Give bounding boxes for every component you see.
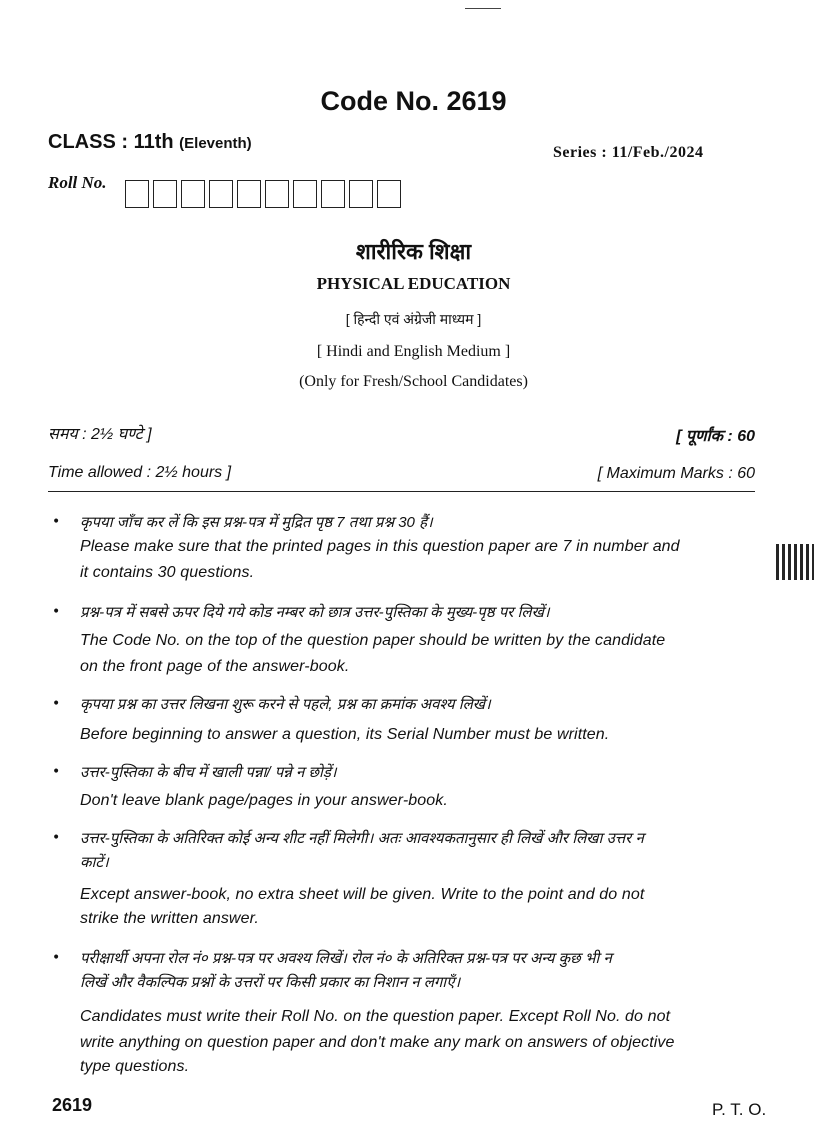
divider <box>48 491 755 492</box>
instruction-hindi: उत्तर-पुस्तिका के अतिरिक्त कोई अन्य शीट नहीं मिलेगी। अतः आवश्यकतानुसार ही लिखें और लिखा उत्तर न <box>80 830 644 847</box>
instruction-english: on the front page of the answer-book. <box>80 658 350 675</box>
instruction-hindi: लिखें और वैकल्पिक प्रश्नों के उत्तरों पर किसी प्रकार का निशान न लगाएँ। <box>80 974 461 991</box>
class-line <box>48 131 252 154</box>
class-note: (Eleventh) <box>179 135 252 152</box>
roll-digit-box[interactable] <box>321 180 345 208</box>
instruction-hindi: परीक्षार्थी अपना रोल नं० प्रश्न-पत्र पर अवश्य लिखें। रोल नं० के अतिरिक्त प्रश्न-पत्र पर अन्य कुछ भी न <box>80 950 612 967</box>
bullet-icon: • <box>52 950 61 966</box>
code-number: Code No. 2619 <box>320 86 507 116</box>
instruction-hindi: कृपया जाँच कर लें कि इस प्रश्न-पत्र में मुद्रित पृष्ठ 7 तथा प्रश्न 30 हैं। <box>80 514 433 531</box>
instruction-english: Don't leave blank page/pages in your answer-book. <box>80 792 448 809</box>
subject-hindi: शारीरिक शिक्षा <box>355 239 472 264</box>
instruction-english: strike the written answer. <box>80 910 259 927</box>
instruction-hindi: काटें। <box>80 854 109 871</box>
roll-digit-box[interactable] <box>209 180 233 208</box>
roll-digit-box[interactable] <box>265 180 289 208</box>
roll-digit-box[interactable] <box>153 180 177 208</box>
bullet-icon: • <box>52 604 61 620</box>
marks-english: [ Maximum Marks : 60 <box>597 465 755 482</box>
page-turn-over: P. T. O. <box>712 1100 767 1119</box>
roll-label: Roll No. <box>48 173 107 192</box>
time-english: Time allowed : 2½ hours ] <box>48 464 232 481</box>
instruction-english: Candidates must write their Roll No. on the question paper. Except Roll No. do not <box>80 1008 671 1025</box>
top-mark <box>465 8 501 9</box>
class-value: 11th <box>133 131 174 153</box>
roll-digit-box[interactable] <box>349 180 373 208</box>
instruction-english: Except answer-book, no extra sheet will be given. Write to the point and do not <box>80 886 645 903</box>
bullet-icon: • <box>52 696 61 712</box>
instruction-english: The Code No. on the top of the question paper should be written by the candidate <box>80 632 666 649</box>
candidates-note: (Only for Fresh/School Candidates) <box>299 373 528 390</box>
roll-digit-box[interactable] <box>125 180 149 208</box>
time-hindi: समय : 2½ घण्टे ] <box>48 426 152 443</box>
instruction-english: Please make sure that the printed pages in this question paper are 7 in number and <box>80 538 680 555</box>
series: Series : 11/Feb./2024 <box>553 144 704 161</box>
subject-english: PHYSICAL EDUCATION <box>316 274 511 293</box>
bullet-icon: • <box>52 830 61 846</box>
marks-hindi: [ पूर्णांक : 60 <box>676 428 755 445</box>
instruction-hindi: कृपया प्रश्न का उत्तर लिखना शुरू करने से पहले, प्रश्न का क्रमांक अवश्य लिखें। <box>80 696 491 713</box>
class-label: CLASS : <box>48 131 128 153</box>
instruction-english: write anything on question paper and don't make any mark on answers of objective <box>80 1034 675 1051</box>
footer-code: 2619 <box>52 1095 93 1115</box>
instruction-english: Before beginning to answer a question, its Serial Number must be written. <box>80 726 610 743</box>
bullet-icon: • <box>52 764 61 780</box>
instruction-hindi: उत्तर-पुस्तिका के बीच में खाली पन्ना/ पन्ने न छोड़ें। <box>80 764 337 781</box>
roll-digit-box[interactable] <box>293 180 317 208</box>
roll-digit-box[interactable] <box>237 180 261 208</box>
instruction-hindi: प्रश्न-पत्र में सबसे ऊपर दिये गये कोड नम्बर को छात्र उत्तर-पुस्तिका के मुख्य-पृष्ठ पर लिखें। <box>80 604 550 621</box>
roll-digit-box[interactable] <box>181 180 205 208</box>
instruction-english: type questions. <box>80 1058 190 1075</box>
instruction-english: it contains 30 questions. <box>80 564 255 581</box>
roll-digit-box[interactable] <box>377 180 401 208</box>
roll-number-boxes[interactable] <box>125 180 405 212</box>
bullet-icon: • <box>52 514 61 530</box>
medium-english: [ Hindi and English Medium ] <box>316 343 511 360</box>
qr-code-icon <box>776 544 814 580</box>
medium-hindi: [ हिन्दी एवं अंग्रेजी माध्यम ] <box>345 311 482 327</box>
